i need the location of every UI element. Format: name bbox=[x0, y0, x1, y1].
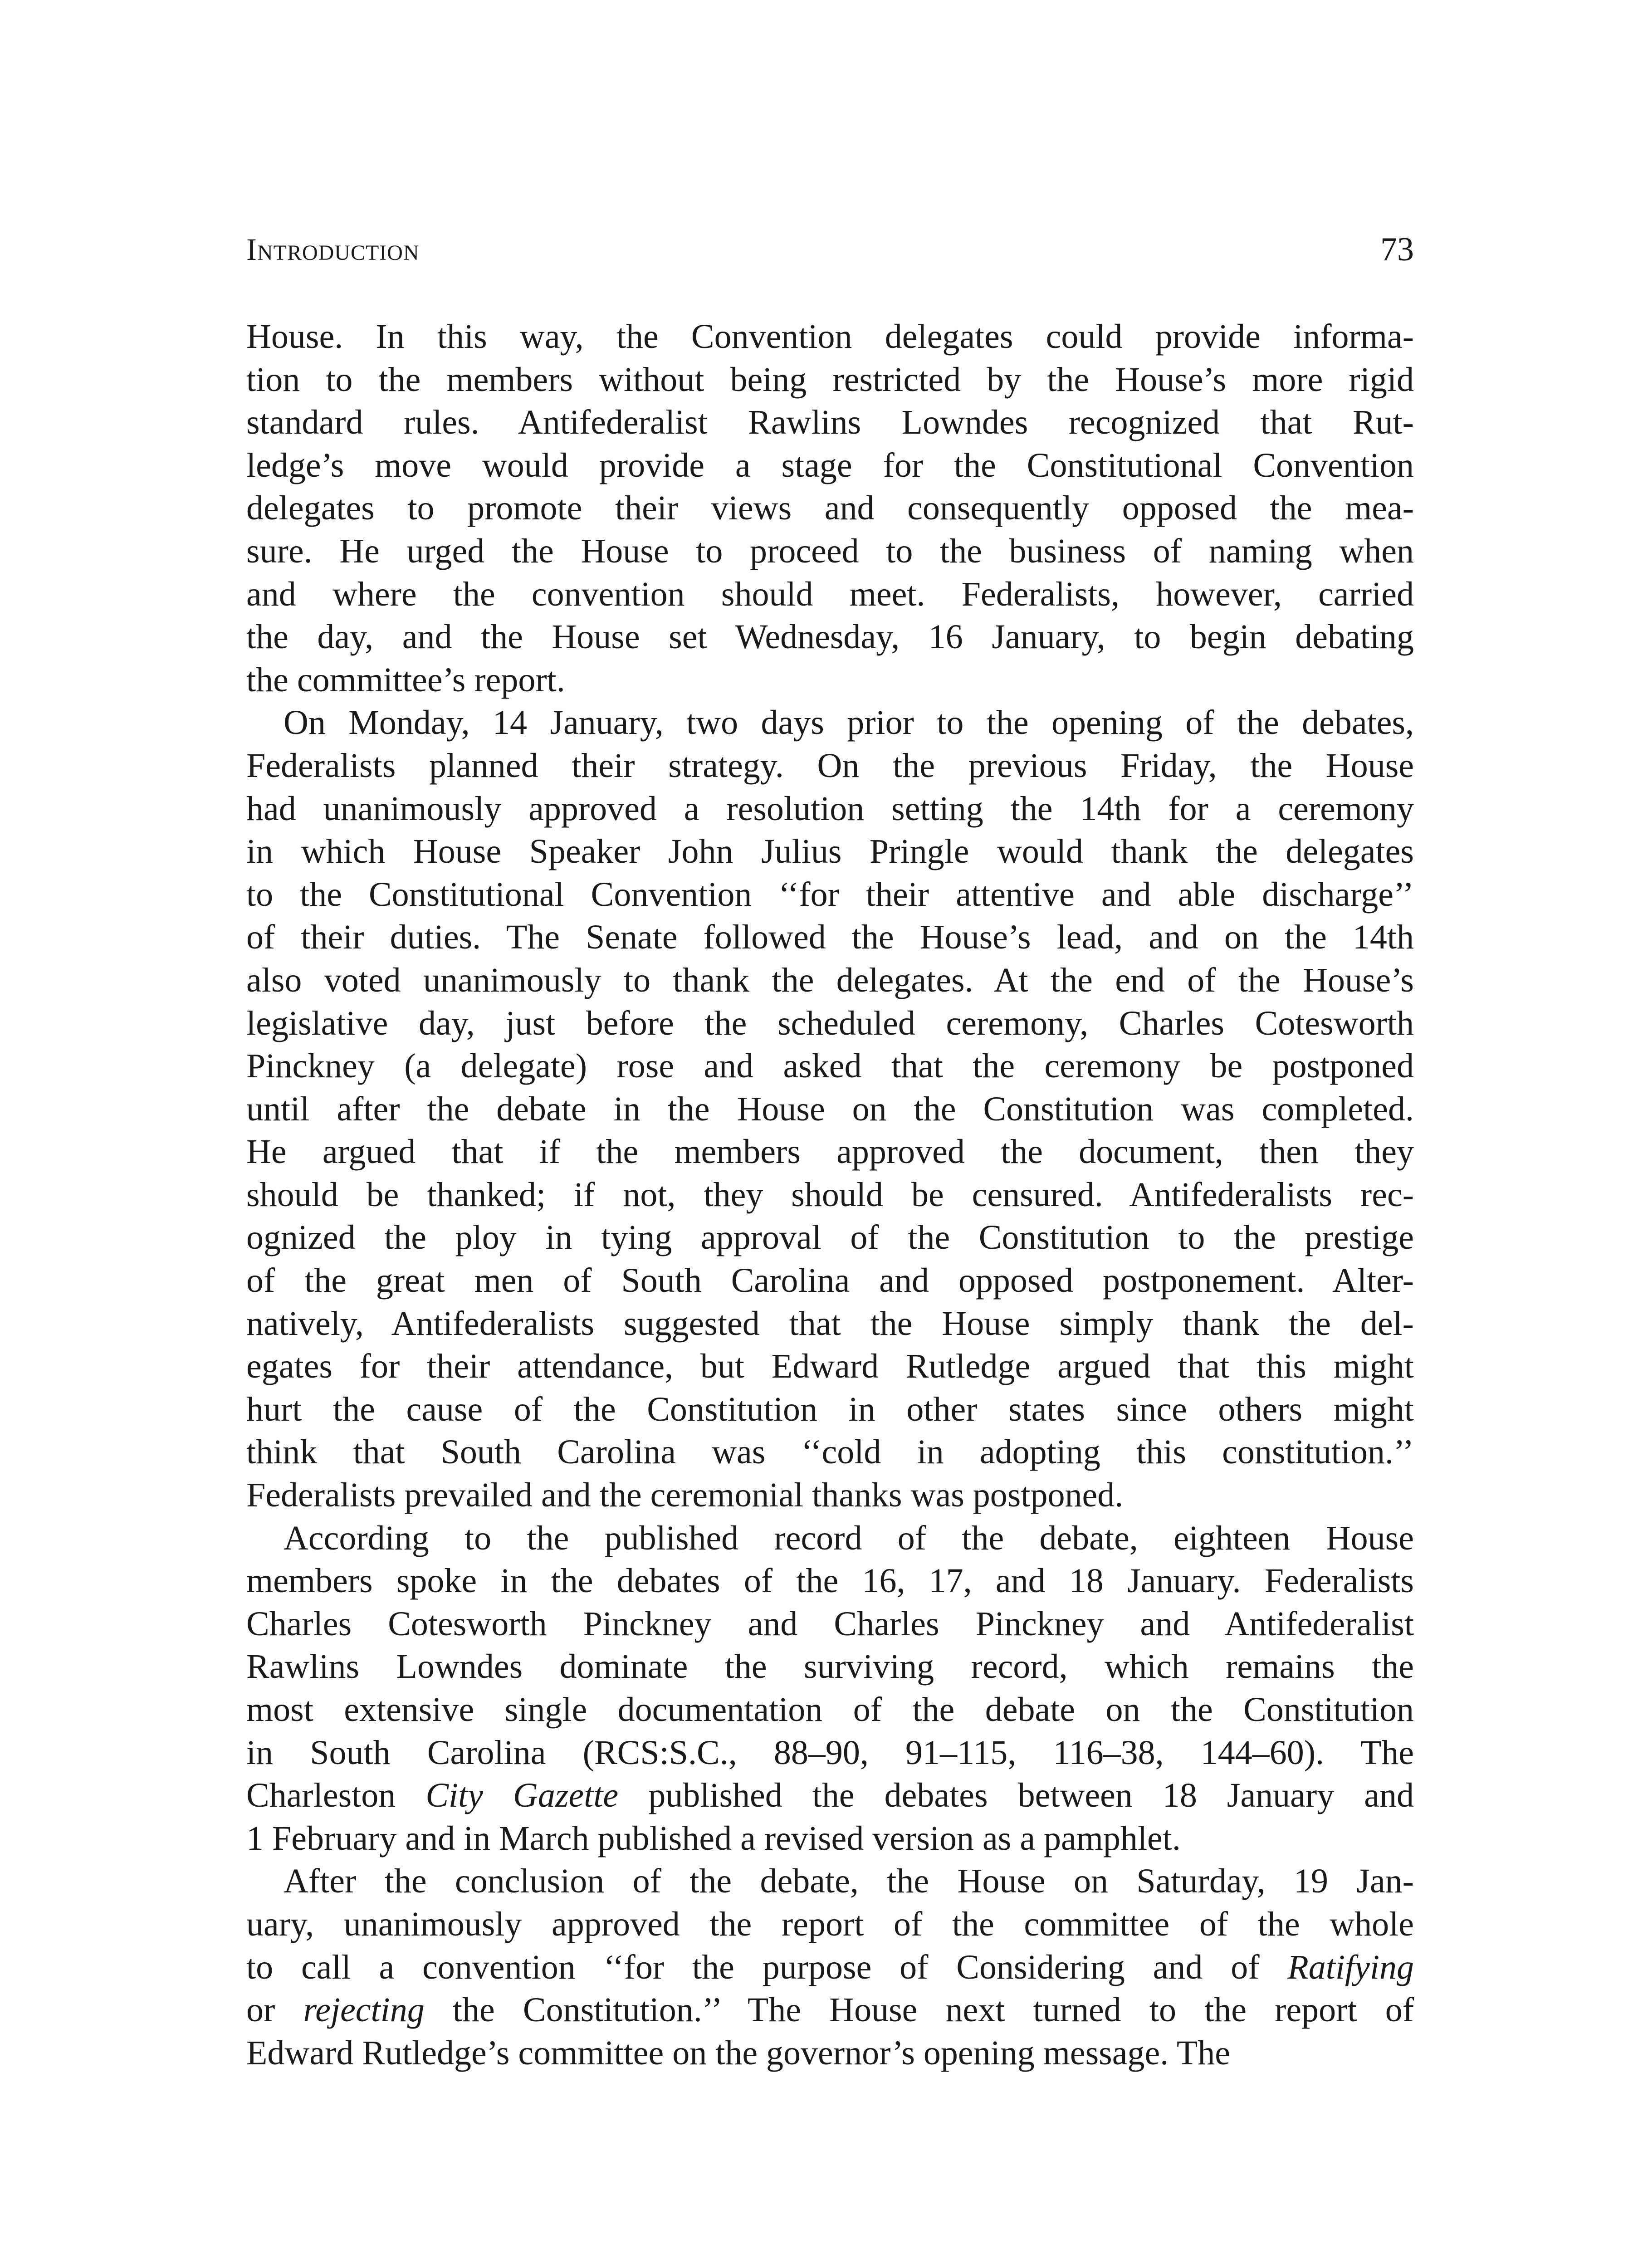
text-line: After the conclusion of the debate, the House on Saturday, 19 Jan- bbox=[284, 1862, 1414, 1901]
text-line: According to the published record of the debate, eighteen House bbox=[284, 1519, 1414, 1557]
text-line: hurt the cause of the Constitution in other states since others might bbox=[246, 1390, 1414, 1428]
text-line: to the Constitutional Convention ‘‘for their attentive and able discharge’’ bbox=[246, 875, 1414, 914]
text-line: Rawlins Lowndes dominate the surviving record, which remains the bbox=[246, 1647, 1414, 1686]
page-number: 73 bbox=[1380, 231, 1414, 268]
paragraph-4 bbox=[246, 1860, 1414, 2074]
text-line: the committee’s report. bbox=[246, 660, 565, 699]
text-line: legislative day, just before the scheduled ceremony, Charles Cotesworth bbox=[246, 1004, 1414, 1042]
paragraph-2 bbox=[246, 701, 1414, 1516]
text-line: Pinckney (a delegate) rose and asked that the ceremony be postponed bbox=[246, 1047, 1414, 1085]
text-line: 1 February and in March published a revised version as a pamphlet. bbox=[246, 1819, 1181, 1857]
text-line: members spoke in the debates of the 16, 17, and 18 January. Federalists bbox=[246, 1562, 1414, 1600]
text-line: natively, Antifederalists suggested that the House simply thank the del- bbox=[246, 1304, 1414, 1343]
italic-text: rejecting bbox=[303, 1991, 425, 2029]
paragraph-1 bbox=[246, 315, 1414, 701]
running-head: Introduction bbox=[246, 232, 420, 267]
italic-text: Ratifying bbox=[1287, 1948, 1414, 1986]
text-line: think that South Carolina was ‘‘cold in adopting this constitution.’’ bbox=[246, 1433, 1414, 1471]
text-line: also voted unanimously to thank the delegates. At the end of the House’s bbox=[246, 961, 1414, 999]
text-line: most extensive single documentation of the debate on the Constitution bbox=[246, 1691, 1414, 1729]
text-line: Charles Cotesworth Pinckney and Charles Pinckney and Antifederalist bbox=[246, 1604, 1414, 1643]
text-line: of the great men of South Carolina and opposed postponement. Alter- bbox=[246, 1261, 1414, 1300]
text-line: of their duties. The Senate followed the House’s lead, and on the 14th bbox=[246, 918, 1414, 957]
text-line: House. In this way, the Convention delegates could provide informa- bbox=[246, 318, 1414, 356]
paragraph-3 bbox=[246, 1517, 1414, 1860]
text-line: Charleston City Gazette published the debates between 18 January and bbox=[246, 1776, 1414, 1815]
text-line: or rejecting the Constitution.’’ The House next turned to the report of bbox=[246, 1991, 1414, 2029]
text-line: until after the debate in the House on the Constitution was completed. bbox=[246, 1090, 1414, 1128]
text-line: in South Carolina (RCS:S.C., 88–90, 91–115, 116–38, 144–60). The bbox=[246, 1733, 1414, 1772]
text-line: delegates to promote their views and consequently opposed the mea- bbox=[246, 489, 1414, 528]
text-line: Federalists prevailed and the ceremonial thanks was postponed. bbox=[246, 1476, 1124, 1515]
text-line: the day, and the House set Wednesday, 16 January, to begin debating bbox=[246, 618, 1414, 656]
italic-text: City Gazette bbox=[425, 1776, 619, 1815]
text-line: ognized the ploy in tying approval of the Constitution to the prestige bbox=[246, 1218, 1414, 1257]
text-line: Federalists planned their strategy. On the previous Friday, the House bbox=[246, 746, 1414, 785]
text-line: uary, unanimously approved the report of the committee of the whole bbox=[246, 1905, 1414, 1943]
text-line: On Monday, 14 January, two days prior to the opening of the debates, bbox=[284, 704, 1414, 742]
text-line: sure. He urged the House to proceed to the business of naming when bbox=[246, 532, 1414, 570]
text-line: ledge’s move would provide a stage for the Constitutional Convention bbox=[246, 446, 1414, 484]
text-line: egates for their attendance, but Edward Rutledge argued that this might bbox=[246, 1347, 1414, 1386]
text-line: and where the convention should meet. Federalists, however, carried bbox=[246, 575, 1414, 613]
text-line: tion to the members without being restricted by the House’s more rigid bbox=[246, 360, 1414, 399]
page-header bbox=[246, 229, 1414, 270]
text-line: had unanimously approved a resolution setting the 14th for a ceremony bbox=[246, 789, 1414, 828]
text-line: to call a convention ‘‘for the purpose of Considering and of Ratifying bbox=[246, 1948, 1414, 1986]
body-text bbox=[246, 315, 1414, 2074]
text-line: He argued that if the members approved the document, then they bbox=[246, 1133, 1414, 1171]
text-line: standard rules. Antifederalist Rawlins Lowndes recognized that Rut- bbox=[246, 403, 1414, 442]
text-line: should be thanked; if not, they should be censured. Antifederalists rec- bbox=[246, 1175, 1414, 1214]
text-line: in which House Speaker John Julius Pringle would thank the delegates bbox=[246, 832, 1414, 871]
text-line: Edward Rutledge’s committee on the governor’s opening message. The bbox=[246, 2033, 1231, 2072]
